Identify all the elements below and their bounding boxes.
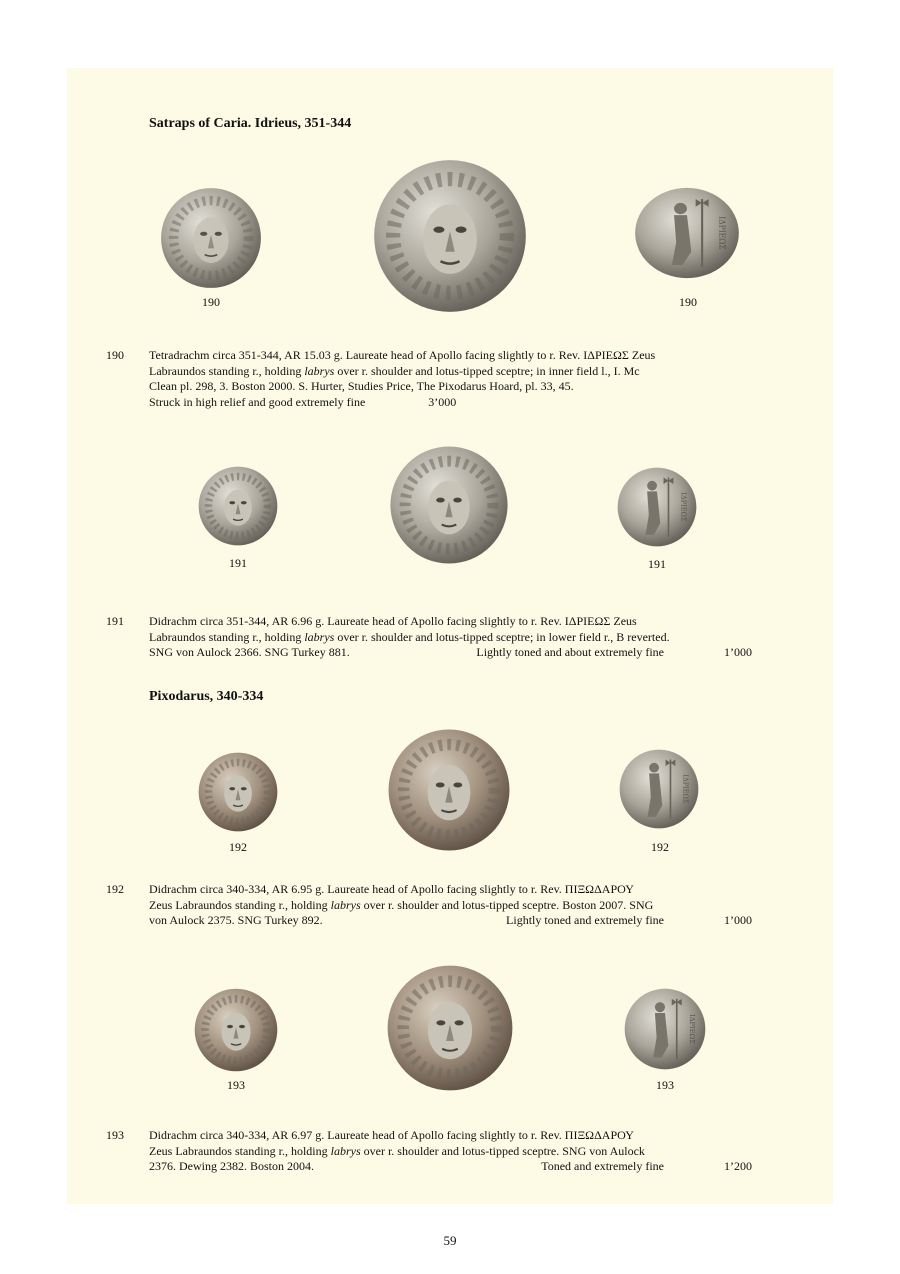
references: SNG von Aulock 2366. SNG Turkey 881. <box>149 645 350 659</box>
coin-obverse-image <box>159 186 263 290</box>
desc-text: Labraundos standing r., holding <box>149 363 305 378</box>
desc-line <box>149 1144 752 1160</box>
coin-label: 192 <box>651 840 669 854</box>
coin-reverse-image <box>618 747 700 831</box>
desc-text: Labraundos standing r., holding <box>149 629 305 644</box>
desc-text: over r. shoulder and lotus-tipped sceptre. SNG von Aulock <box>360 1143 645 1158</box>
coin-reverse-image <box>616 466 698 548</box>
lot-description <box>149 348 752 410</box>
estimate: 3’000 <box>428 394 457 409</box>
condition: Lightly toned and about extremely fine <box>476 645 664 659</box>
coin-obverse-image <box>197 751 279 833</box>
page-number: 59 <box>443 1233 457 1248</box>
lot-description <box>149 614 752 661</box>
coin-label: 191 <box>648 557 666 571</box>
estimate: 1’200 <box>724 1159 752 1173</box>
references: von Aulock 2375. SNG Turkey 892. <box>149 913 323 927</box>
references: 2376. Dewing 2382. Boston 2004. <box>149 1159 314 1173</box>
coin-label: 190 <box>202 295 220 309</box>
lot-number: 193 <box>106 1128 124 1142</box>
desc-line: Clean pl. 298, 3. Boston 2000. S. Hurter, Studies Price, The Pixodarus Hoard, pl. 33, 45. <box>149 379 574 393</box>
lot-description <box>149 882 752 929</box>
estimate: 1’000 <box>724 913 752 927</box>
desc-line: Didrachm circa 351-344, AR 6.96 g. Laureate head of Apollo facing slightly to r. Rev. ΙΔΡΙΕΩΣ Zeus <box>149 614 637 628</box>
desc-line: Tetradrachm circa 351-344, AR 15.03 g. Laureate head of Apollo facing slightly to r. Rev. ΙΔΡΙΕΩΣ Zeus <box>149 348 656 362</box>
condition-line <box>149 395 752 411</box>
coin-obverse-enlarged-image <box>386 727 512 853</box>
desc-italic: labrys <box>330 897 361 912</box>
coin-obverse-image <box>193 987 279 1073</box>
coin-label: 190 <box>679 295 697 309</box>
desc-line: Didrachm circa 340-334, AR 6.95 g. Laureate head of Apollo facing slightly to r. Rev. ΠΙΞΩΔΑΡΟΥ <box>149 882 634 896</box>
condition-line <box>149 1159 752 1175</box>
desc-text: over r. shoulder and lotus-tipped sceptre; in lower field r., B reverted. <box>334 629 670 644</box>
desc-line <box>149 630 752 646</box>
desc-line <box>149 364 752 380</box>
section-heading: Pixodarus, 340-334 <box>149 689 264 704</box>
section-heading: Satraps of Caria. Idrieus, 351-344 <box>149 116 352 131</box>
desc-italic: labrys <box>304 363 335 378</box>
lot-description <box>149 1128 752 1175</box>
coin-label: 193 <box>227 1078 245 1092</box>
desc-text: over r. shoulder and lotus-tipped sceptre. Boston 2007. SNG <box>360 897 654 912</box>
condition-line <box>149 645 752 661</box>
desc-italic: labrys <box>330 1143 361 1158</box>
desc-text: Zeus Labraundos standing r., holding <box>149 897 331 912</box>
desc-text: over r. shoulder and lotus-tipped sceptre; in inner field l., I. Mc <box>334 363 640 378</box>
coin-obverse-enlarged-image <box>388 444 510 566</box>
desc-text: Zeus Labraundos standing r., holding <box>149 1143 331 1158</box>
coin-obverse-enlarged-image <box>385 963 515 1093</box>
condition-line <box>149 913 752 929</box>
lot-number: 190 <box>106 348 124 362</box>
coin-label: 191 <box>229 556 247 570</box>
lot-number: 191 <box>106 614 124 628</box>
coin-label: 193 <box>656 1078 674 1092</box>
estimate: 1’000 <box>724 645 752 659</box>
coin-reverse-image <box>633 186 741 280</box>
coin-obverse-image <box>197 465 279 547</box>
desc-line: Didrachm circa 340-334, AR 6.97 g. Laureate head of Apollo facing slightly to r. Rev. ΠΙΞΩΔΑΡΟΥ <box>149 1128 634 1142</box>
coin-reverse-image <box>621 987 709 1071</box>
condition: Struck in high relief and good extremely fine <box>149 394 366 409</box>
lot-number: 192 <box>106 882 124 896</box>
desc-italic: labrys <box>304 629 335 644</box>
desc-line <box>149 898 752 914</box>
coin-label: 192 <box>229 840 247 854</box>
condition: Toned and extremely fine <box>541 1159 664 1173</box>
condition: Lightly toned and extremely fine <box>506 913 664 927</box>
coin-obverse-enlarged-image <box>371 157 529 315</box>
